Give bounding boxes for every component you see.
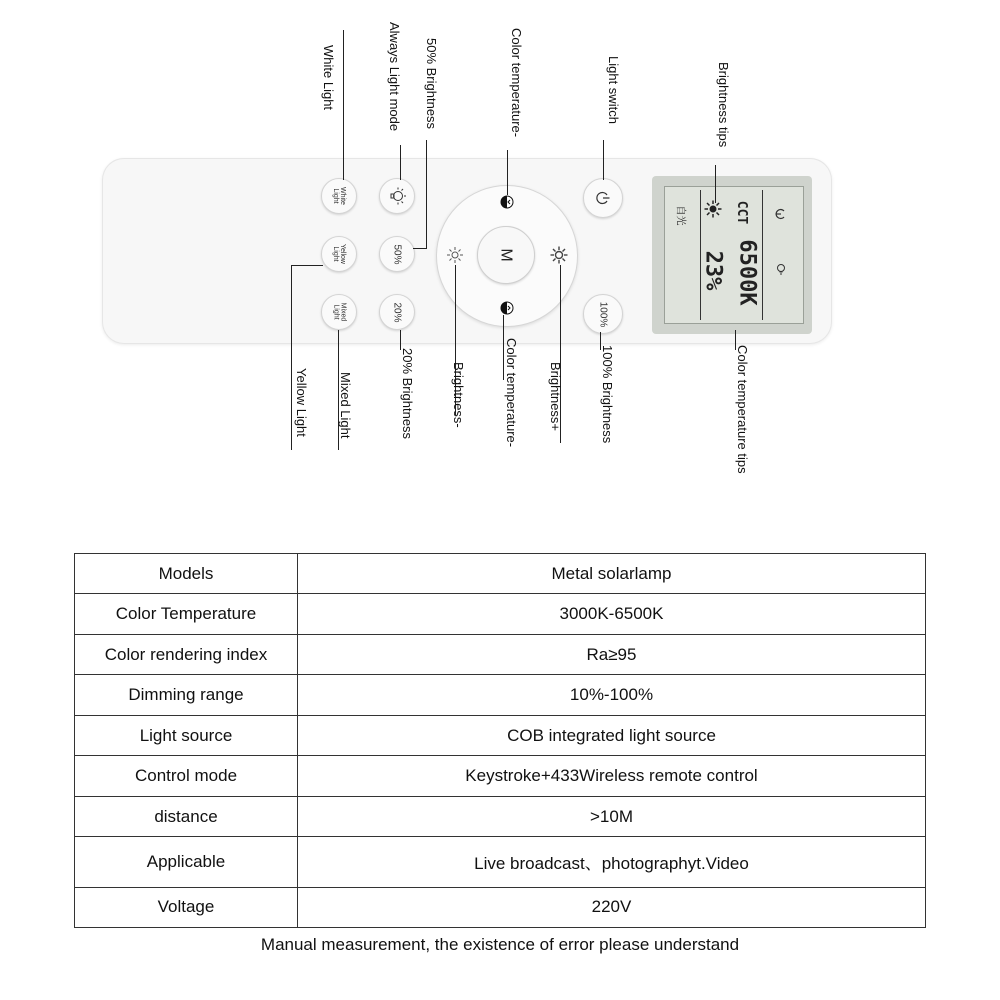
spec-value: 10%-100% <box>298 675 926 715</box>
callout-white-light: White Light <box>321 45 336 111</box>
spec-value: Live broadcast、photographyt.Video <box>298 837 926 887</box>
brightness-minus-icon[interactable] <box>446 246 464 264</box>
hundred-percent-button[interactable] <box>583 294 623 334</box>
hundred-percent-label: 100% <box>597 301 609 327</box>
spec-label: Voltage <box>75 887 298 928</box>
brightness-plus-icon[interactable] <box>550 246 568 264</box>
lcd-power-icon <box>774 207 788 221</box>
spec-label: Control mode <box>75 756 298 796</box>
mixed-light-button[interactable] <box>321 294 357 330</box>
table-row <box>75 594 926 634</box>
mode-button-label: M <box>497 248 515 262</box>
spec-value: Metal solarlamp <box>298 554 926 594</box>
callout-line <box>413 248 427 249</box>
callout-line <box>603 140 604 180</box>
power-icon <box>595 190 611 206</box>
callout-line <box>291 265 323 266</box>
spec-label: distance <box>75 796 298 836</box>
table-row <box>75 887 926 928</box>
spec-label: Color Temperature <box>75 594 298 634</box>
table-row <box>75 837 926 887</box>
lcd-brightness-value: 23% <box>700 250 726 291</box>
callout-fifty-brightness: 50% Brightness <box>424 38 439 130</box>
table-row <box>75 715 926 755</box>
spec-label: Models <box>75 554 298 594</box>
spec-value: >10M <box>298 796 926 836</box>
spec-label: Color rendering index <box>75 634 298 674</box>
table-row <box>75 554 926 594</box>
callout-color-temperature-minus-bottom: Color temperature- <box>504 338 519 448</box>
yellow-light-button[interactable] <box>321 236 357 272</box>
mixed-light-button-label: Mixed Light <box>332 302 346 322</box>
spec-value: Ra≥95 <box>298 634 926 674</box>
table-row <box>75 756 926 796</box>
spec-value: Keystroke+433Wireless remote control <box>298 756 926 796</box>
fifty-percent-label: 50% <box>391 243 403 265</box>
callout-color-temperature-tips: Color temperature tips <box>735 345 750 474</box>
twenty-percent-button[interactable] <box>379 294 415 330</box>
callout-yellow-light: Yellow Light <box>294 368 309 437</box>
callout-color-temperature-minus-top: Color temperature- <box>509 28 524 138</box>
spec-label: Light source <box>75 715 298 755</box>
white-light-button-label: White Light <box>332 187 346 205</box>
callout-brightness-plus: Brightness+ <box>548 362 563 432</box>
spec-value: 220V <box>298 887 926 928</box>
mode-button[interactable] <box>477 226 535 284</box>
spec-value: COB integrated light source <box>298 715 926 755</box>
lcd-mode-text: 自光 <box>674 205 686 226</box>
table-row <box>75 796 926 836</box>
lcd-cct-value: 6500K <box>734 239 760 306</box>
callout-light-switch: Light switch <box>606 56 621 124</box>
yellow-light-button-label: Yellow Light <box>331 244 346 264</box>
callout-hundred-brightness: 100% Brightness <box>600 345 615 444</box>
fifty-percent-button[interactable] <box>379 236 415 272</box>
lcd-bulb-icon <box>774 262 788 276</box>
callout-line <box>507 150 508 195</box>
bulb-icon <box>387 186 407 206</box>
lcd-brightness-icon <box>704 200 722 218</box>
footnote: Manual measurement, the existence of error please understand <box>260 935 740 954</box>
always-light-button[interactable] <box>379 178 415 214</box>
spec-table <box>74 553 926 928</box>
twenty-percent-label: 20% <box>391 301 403 323</box>
callout-mixed-light: Mixed Light <box>338 372 353 439</box>
callout-line <box>400 330 401 350</box>
callout-line <box>426 140 427 248</box>
light-switch-button[interactable] <box>583 178 623 218</box>
color-temperature-minus-bottom-icon[interactable] <box>500 301 514 315</box>
callout-brightness-tips: Brightness tips <box>716 62 731 148</box>
table-row <box>75 675 926 715</box>
callout-line <box>400 145 401 180</box>
callout-brightness-minus: Brightness- <box>451 362 466 428</box>
lcd-cct-label: CCT <box>734 200 750 225</box>
white-light-button[interactable] <box>321 178 357 214</box>
callout-always-light-mode: Always Light mode <box>387 22 402 132</box>
callout-line <box>291 265 292 450</box>
spec-label: Applicable <box>75 837 298 887</box>
table-row <box>75 634 926 674</box>
spec-value: 3000K-6500K <box>298 594 926 634</box>
callout-twenty-brightness: 20% Brightness <box>400 348 415 440</box>
callout-line <box>715 165 716 203</box>
color-temperature-minus-top-icon[interactable] <box>500 195 514 209</box>
lcd-divider <box>762 190 763 320</box>
spec-label: Dimming range <box>75 675 298 715</box>
callout-line <box>343 30 344 180</box>
